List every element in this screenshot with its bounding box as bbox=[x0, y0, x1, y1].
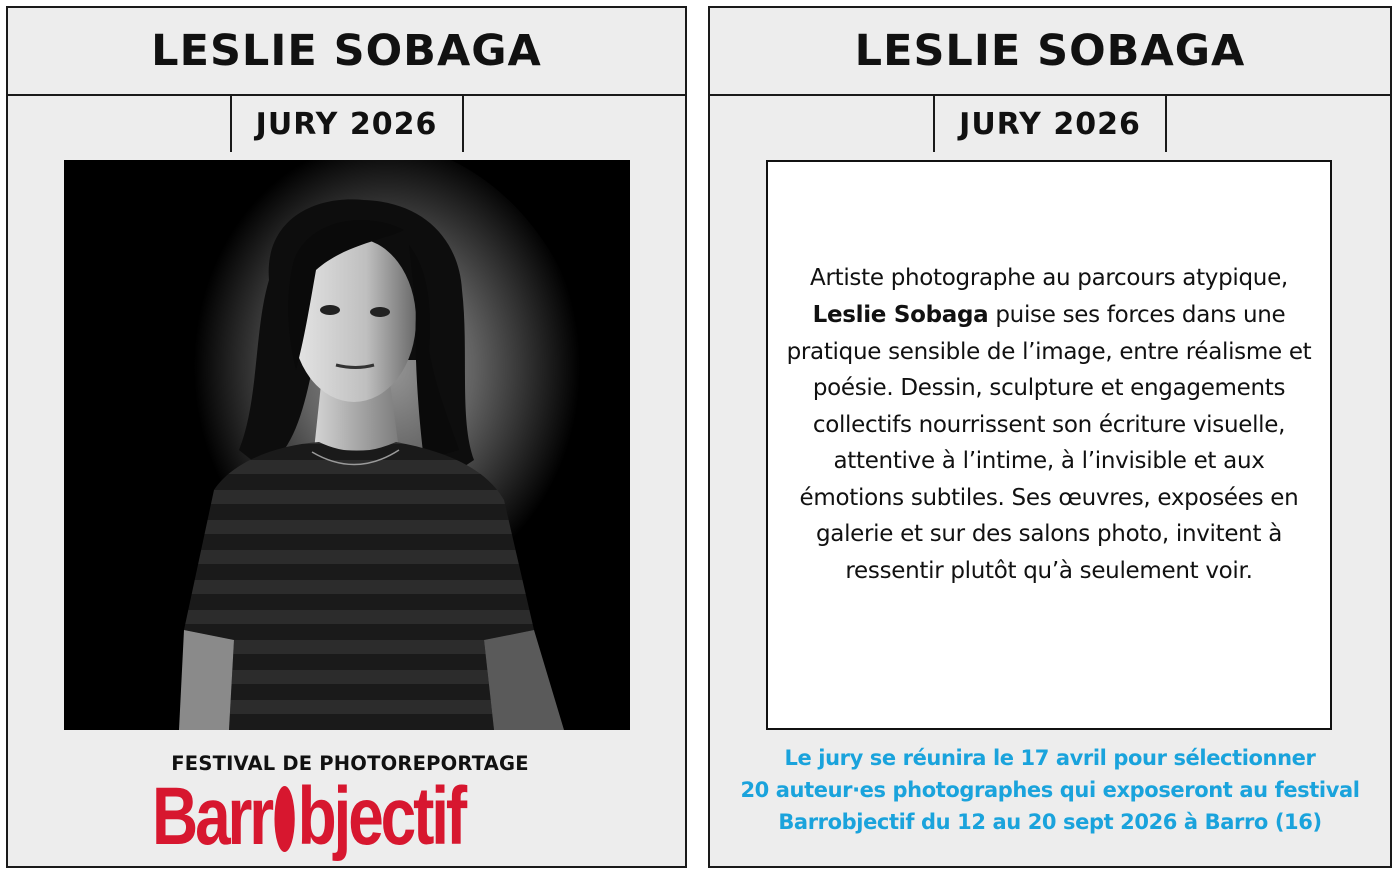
announcement-line: 20 auteur·es photographes qui exposeront au festival bbox=[740, 778, 1360, 802]
jury-year-label: JURY 2026 bbox=[230, 96, 464, 152]
logo-o-ring-icon bbox=[274, 786, 294, 852]
festival-subtitle: FESTIVAL DE PHOTOREPORTAGE bbox=[171, 752, 529, 775]
bio-text bbox=[779, 260, 1319, 589]
juror-name: LESLIE SOBAGA bbox=[710, 8, 1390, 96]
juror-name: LESLIE SOBAGA bbox=[8, 8, 685, 96]
logo-text-part2: bjectif bbox=[297, 771, 465, 862]
jury-card-photo bbox=[6, 6, 687, 868]
announcement-line: Barrobjectif du 12 au 20 sept 2026 à Barro (16) bbox=[778, 810, 1322, 834]
jury-card-bio bbox=[708, 6, 1392, 868]
jury-year-label: JURY 2026 bbox=[933, 96, 1167, 152]
juror-portrait-photo bbox=[64, 160, 630, 730]
announcement-line: Le jury se réunira le 17 avril pour sélectionner bbox=[784, 746, 1316, 770]
bio-name-bold: Leslie Sobaga bbox=[812, 301, 989, 328]
portrait-image bbox=[64, 160, 630, 730]
logo-text-part1: Barr bbox=[152, 771, 272, 862]
bio-text-body: puise ses forces dans une pratique sensible de l’image, entre réalisme et poésie. Dessin, sculpture et engagements collectifs nourrissent son écriture visuelle, attentive à l’intime, à l’invisible et aux émotions subtiles. Ses œuvres, exposées en galerie et sur des salons photo, invitent à ressentir plutôt qu’à seulement voir. bbox=[786, 301, 1312, 585]
jury-announcement bbox=[710, 742, 1390, 838]
bio-text-intro: Artiste photographe au parcours atypique, bbox=[810, 265, 1288, 292]
barrobjectif-logo bbox=[152, 771, 465, 862]
bio-box bbox=[766, 160, 1332, 730]
